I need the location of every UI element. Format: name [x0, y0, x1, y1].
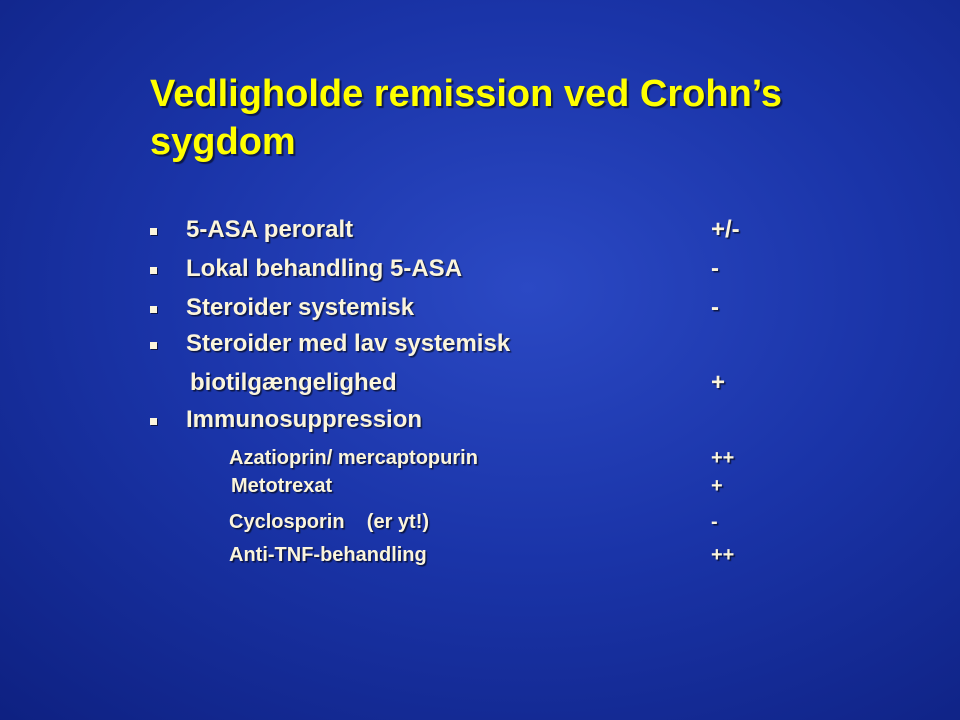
subitem-label: Metotrexat	[231, 475, 333, 497]
list-item	[0, 406, 960, 438]
item-rating: +	[711, 369, 726, 396]
list-item-continuation	[0, 369, 960, 401]
subitem-rating: +	[711, 475, 723, 497]
subitem-rating: ++	[711, 544, 735, 566]
slide-title: Vedligholde remission ved Crohn’s sygdom	[150, 73, 783, 163]
bullet-icon	[150, 418, 157, 425]
sub-list-item	[0, 511, 960, 543]
sub-list-item	[0, 475, 960, 507]
list-item	[0, 294, 960, 326]
item-label: biotilgængelighed	[190, 369, 397, 396]
item-rating: -	[711, 255, 719, 282]
list-item	[0, 255, 960, 287]
bullet-icon	[150, 342, 157, 349]
bullet-icon	[150, 228, 157, 235]
item-label: Steroider systemisk	[186, 294, 415, 321]
item-label: Steroider med lav systemisk	[186, 330, 511, 357]
subitem-label: Anti-TNF-behandling	[229, 544, 427, 566]
sub-list-item	[0, 544, 960, 576]
subitem-label: Azatioprin/ mercaptopurin	[229, 447, 478, 469]
list-item	[0, 330, 960, 362]
item-label: Immunosuppression	[186, 406, 423, 433]
item-rating: -	[711, 294, 719, 321]
item-rating: +/-	[711, 216, 740, 243]
subitem-rating: ++	[711, 447, 735, 469]
list-item	[0, 216, 960, 248]
item-label: 5-ASA peroralt	[186, 216, 354, 243]
subitem-label: Cyclosporin (er yt!)	[229, 511, 430, 533]
bullet-icon	[150, 306, 157, 313]
subitem-rating: -	[711, 511, 718, 533]
item-label: Lokal behandling 5-ASA	[186, 255, 463, 282]
bullet-icon	[150, 267, 157, 274]
